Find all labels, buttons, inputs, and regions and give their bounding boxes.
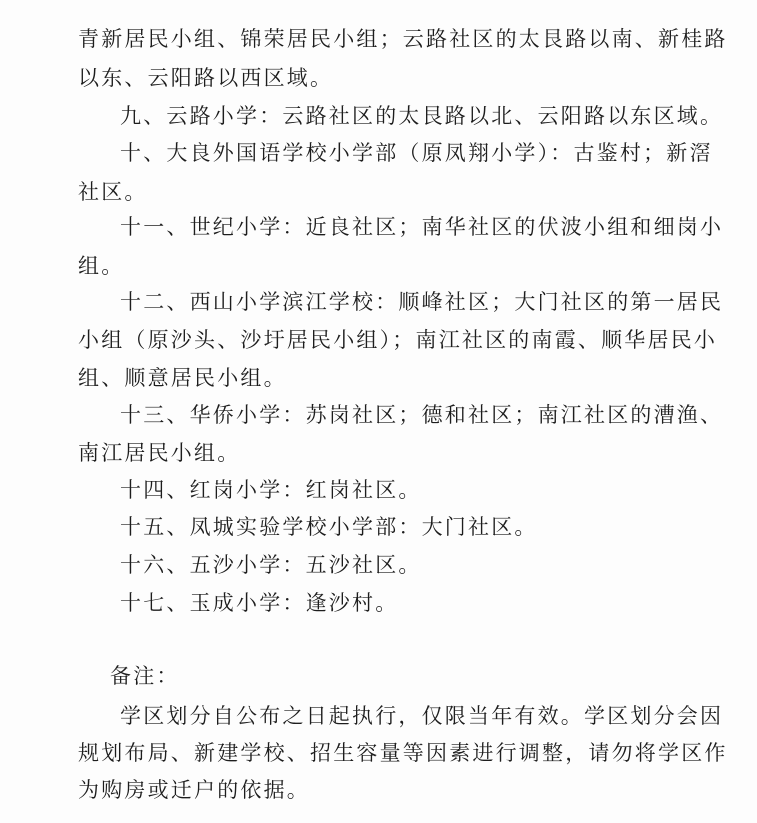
school-item-14: 十四、红岗小学：红岗社区。: [120, 478, 422, 502]
note-line: 为购房或迁户的依据。: [78, 778, 310, 802]
note-line: 规划布局、新建学校、招生容量等因素进行调整，请勿将学区作: [78, 741, 728, 765]
text-line: 以东、云阳路以西区域。: [78, 66, 334, 90]
school-item-17: 十七、玉成小学：逢沙村。: [120, 591, 399, 615]
note-line: 学区划分自公布之日起执行，仅限当年有效。学区划分会因: [120, 704, 724, 728]
school-item-9: 九、云路小学：云路社区的太艮路以北、云阳路以东区域。: [120, 104, 724, 128]
text-line: 组。: [78, 254, 125, 278]
text-line: 青新居民小组、锦荣居民小组；云路社区的太艮路以南、新桂路: [78, 27, 728, 51]
school-item-16: 十六、五沙小学：五沙社区。: [120, 553, 422, 577]
note-label: 备注：: [110, 664, 180, 688]
text-line: 小组（原沙头、沙圩居民小组）；南江社区的南霞、顺华居民小: [78, 328, 718, 352]
school-item-10: 十、大良外国语学校小学部（原凤翔小学）：古鉴村；新滘: [120, 141, 713, 165]
school-item-11: 十一、世纪小学：近良社区；南华社区的伏波小组和细岗小: [120, 215, 724, 239]
text-line: 南江居民小组。: [78, 441, 241, 465]
text-line: 组、顺意居民小组。: [78, 366, 287, 390]
school-item-13: 十三、华侨小学：苏岗社区；德和社区；南江社区的漕渔、: [120, 403, 724, 427]
school-item-15: 十五、凤城实验学校小学部：大门社区。: [120, 515, 538, 539]
school-item-12: 十二、西山小学滨江学校：顺峰社区；大门社区的第一居民: [120, 290, 724, 314]
text-line: 社区。: [78, 180, 148, 204]
